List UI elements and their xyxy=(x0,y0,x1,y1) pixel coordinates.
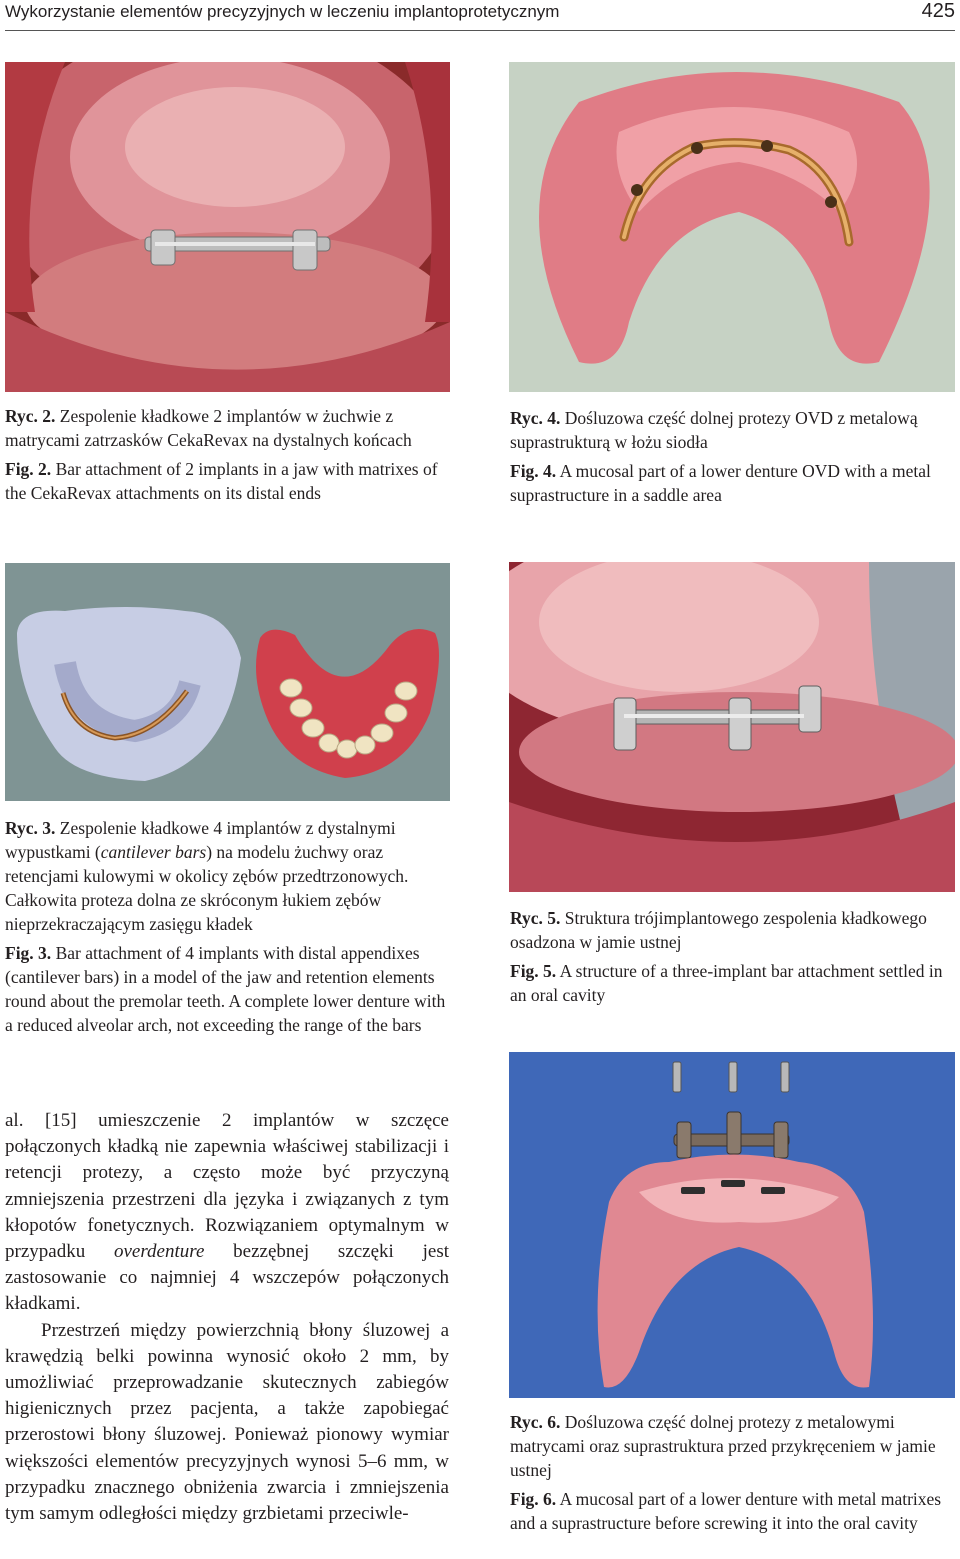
caption-en xyxy=(510,959,954,1007)
fig4-photo xyxy=(509,62,955,392)
caption-pl xyxy=(510,406,954,454)
fig2-photo xyxy=(5,62,450,392)
running-header xyxy=(5,0,955,31)
caption-text: A mucosal part of a lower denture with metal matrixes and a suprastructure before screwing it into the oral cavity xyxy=(510,1489,942,1533)
fig6-photo xyxy=(509,1052,955,1398)
caption-label: Ryc. 4. xyxy=(510,408,561,428)
running-title: Wykorzystanie elementów precyzyjnych w leczeniu implantoprotetycznym xyxy=(5,2,560,21)
caption-pl xyxy=(5,404,449,452)
caption-en xyxy=(510,1487,954,1535)
fig3-caption xyxy=(5,816,449,1042)
body-text xyxy=(5,1108,449,1527)
caption-label: Fig. 3. xyxy=(5,943,52,963)
fig6-caption xyxy=(510,1410,954,1540)
caption-label: Ryc. 5. xyxy=(510,908,561,928)
caption-en xyxy=(510,459,954,507)
caption-en xyxy=(5,457,449,505)
caption-text: A structure of a three-implant bar attachment settled in an oral cavity xyxy=(510,961,943,1005)
caption-label: Ryc. 2. xyxy=(5,406,56,426)
caption-text: Dośluzowa część dolnej protezy z metalowymi matrycami oraz suprastruktura przed przykręceniem w jamie ustnej xyxy=(510,1412,936,1480)
fig2-caption xyxy=(5,404,449,510)
caption-text: ) na modelu żuchwy oraz retencjami kulowymi w okolicy zębów przedtrzonowych. Całkowita proteza dolna ze skróconym łukiem zębów nieprzekraczającym zasięgu kładek xyxy=(5,842,409,934)
caption-label: Fig. 5. xyxy=(510,961,557,981)
fig5-caption xyxy=(510,906,954,1012)
caption-label: Ryc. 6. xyxy=(510,1412,561,1432)
caption-text: Bar attachment of 2 implants in a jaw with matrixes of the CekaRevax attachments on its distal ends xyxy=(5,459,438,503)
body-paragraph xyxy=(5,1108,449,1318)
caption-text: Bar attachment of 4 implants with distal appendixes (cantilever bars) in a model of the jaw and retention elements round about the premolar teeth. A complete lower denture with a reduced alveolar arch, not exceeding the range of the bars xyxy=(5,943,446,1035)
caption-text: A mucosal part of a lower denture OVD with a metal suprastructure in a saddle area xyxy=(510,461,931,505)
fig3-photo xyxy=(5,563,450,801)
page-number: 425 xyxy=(921,0,955,22)
caption-pl xyxy=(5,816,449,936)
fig5-photo xyxy=(509,562,955,892)
caption-text: Struktura trójimplantowego zespolenia kładkowego osadzona w jamie ustnej xyxy=(510,908,927,952)
body-text-run: bezzębnej szczęki jest zastosowanie co najmniej 4 wszczepów połączonych kładkami. xyxy=(5,1241,450,1315)
caption-text: Dośluzowa część dolnej protezy OVD z metalową suprastrukturą w łożu siodła xyxy=(510,408,918,452)
caption-label: Fig. 6. xyxy=(510,1489,557,1509)
caption-pl xyxy=(510,1410,954,1482)
caption-pl xyxy=(510,906,954,954)
caption-label: Ryc. 3. xyxy=(5,818,56,838)
fig4-caption xyxy=(510,406,954,512)
caption-text: Zespolenie kładkowe 2 implantów w żuchwie z matrycami zatrzasków CekaRevax na dystalnych końcach xyxy=(5,406,412,450)
caption-text: Zespolenie kładkowe 4 implantów z dystalnymi wypustkami ( xyxy=(5,818,396,862)
caption-term: cantilever bars xyxy=(100,842,207,862)
body-term: overdenture xyxy=(114,1241,205,1263)
caption-label: Fig. 2. xyxy=(5,459,52,479)
caption-label: Fig. 4. xyxy=(510,461,557,481)
body-text-run: al. [15] umieszczenie 2 implantów w szczęce połączonych kładką nie zapewnia właściwej stabilizacji i retencji protezy, a często może być przyczyną zmniejszenia przestrzeni dla języka i związanych z tym kłopotów fonetycznych. Rozwiązaniem optymalnym w przypadku xyxy=(5,1110,449,1263)
caption-en xyxy=(5,941,449,1037)
body-paragraph: Przestrzeń między powierzchnią błony śluzowej a krawędzią belki powinna wynosić około 2 mm, by umożliwiać przeprowadzanie skutecznych zabiegów higienicznych przez pacjenta, a także zapobiegać przerostowi błony śluzowej. Ponieważ pionowy wymiar większości elementów precyzyjnych wynosi 5–6 mm, w przypadku znacznego obniżenia zwarcia i zmniejszenia tym samym odległości między grzbietami przeciwle- xyxy=(5,1319,449,1525)
